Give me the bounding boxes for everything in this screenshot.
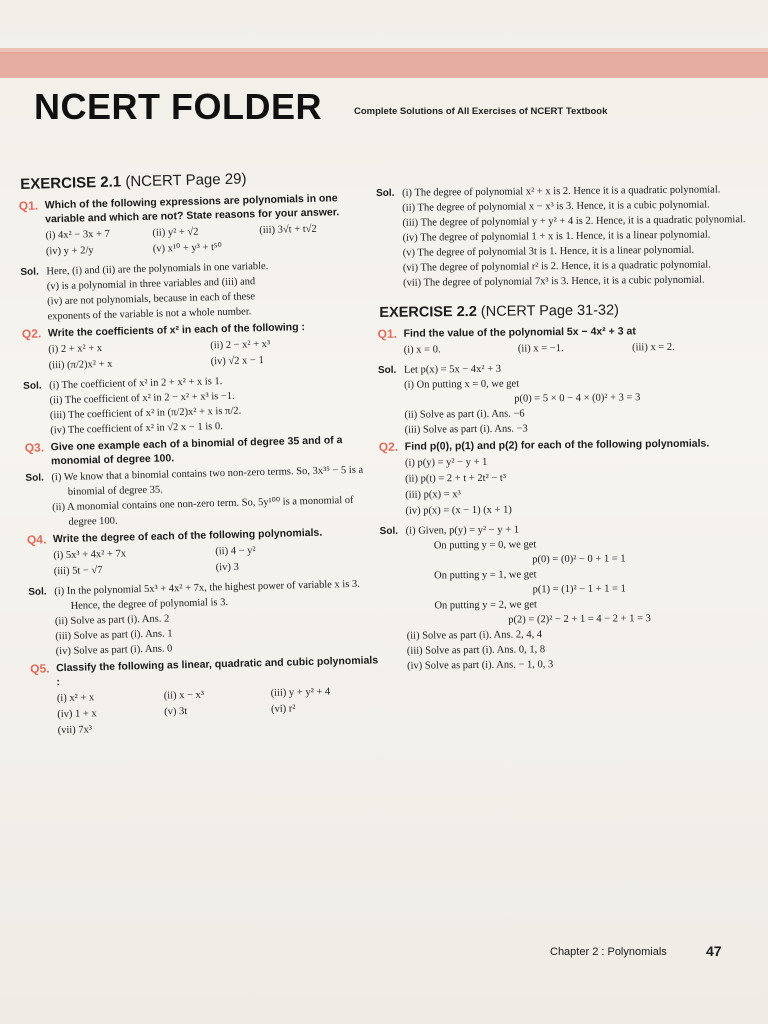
tagline: Complete Solutions of All Exercises of NCERT Textbook bbox=[354, 106, 608, 117]
header-band bbox=[0, 52, 768, 78]
ex2-question-1-options: (i) x = 0. (ii) x = −1. (iii) x = 2. bbox=[403, 341, 675, 356]
ex2-question-2-options: (i) p(y) = y² − y + 1 (ii) p(t) = 2 + t + 2t² − t³ (iii) p(x) = x³ (iv) p(x) = (x − 1) (x + 1) bbox=[404, 456, 512, 517]
exercise-heading-2-2: EXERCISE 2.2 (NCERT Page 31-32) bbox=[379, 302, 620, 321]
left-column bbox=[18, 163, 382, 743]
right-column bbox=[376, 180, 753, 676]
solution-5: Sol. (i) The degree of polynomial x² + x is 2. Hence it is a quadratic polynomial. (ii) The degree of polynomial x − x³ is 3. Hence, it is a cubic polynomial. (iii) The degree of polynomial y + y² + 4 is 2. Hence, it is a quadratic polynomial. (iv) The degree of polynomial 1 + x is 1. Hence, it is a linear polynomial. (v) The degree of polynomial 3t is 1. Hence, it is a linear polynomial. (vi) The degree of polynomial r² is 2. Hence, it is a quadratic polynomial. (vii) The degree of polynomial 7x³ is 3. Hence, it is a cubic polynomial. bbox=[376, 184, 746, 289]
exercise-heading-2-1: EXERCISE 2.1 (NCERT Page 29) bbox=[20, 170, 247, 193]
question-5-options: (i) x² + x (ii) x − x³ (iii) y + y² + 4 (iv) 1 + x (v) 3t (vi) r² (vii) 7x³ bbox=[56, 686, 331, 737]
question-2-options: (i) 2 + x² + x (ii) 2 − x² + x³ (iii) (π/2)x² + x (iv) √2 x − 1 bbox=[48, 338, 271, 372]
question-3: Q3. Give one example each of a binomial of degree 35 and of a monomial of degree 100. bbox=[24, 434, 343, 468]
question-5: Q5. Classify the following as linear, quadratic and cubic polynomials : bbox=[29, 654, 379, 689]
ex2-question-2: Q2. Find p(0), p(1) and p(2) for each of the following polynomials. bbox=[378, 437, 710, 454]
solution-1: Sol. Here, (i) and (ii) are the polynomials in one variable. (v) is a polynomial in three variables and (iii) and (iv) are not polynomials, because in each of these exponents of the variable is not a whole number. bbox=[20, 260, 269, 323]
question-1-options: (i) 4x² − 3x + 7 (ii) y² + √2 (iii) 3√t + t√2 (iv) y + 2/y (v) x¹⁰ + y³ + t⁵⁰ bbox=[45, 223, 317, 258]
question-4-options: (i) 5x³ + 4x² + 7x (ii) 4 − y² (iii) 5t − √7 (iv) 3 bbox=[53, 545, 256, 578]
brand-title: NCERT FOLDER bbox=[34, 86, 322, 127]
ex2-solution-1: Sol. Let p(x) = 5x − 4x² + 3 (i) On putting x = 0, we get p(0) = 5 × 0 − 4 × (0)² + 3 = 3 (ii) Solve as part (i). Ans. −6 (iii) Solve as part (i). Ans. −3 bbox=[377, 363, 641, 436]
question-4: Q4. Write the degree of each of the following polynomials. bbox=[26, 526, 323, 547]
chapter-footer: Chapter 2 : Polynomials bbox=[550, 946, 667, 958]
solution-4: Sol. (i) In the polynomial 5x³ + 4x² + 7x, the highest power of variable x is 3. Hence, the degree of polynomial is 3. (ii) Solve as part (i). Ans. 2 (iii) Solve as part (i). Ans. 1 (iv) Solve as part (i). Ans. 0 bbox=[28, 578, 360, 658]
solution-2: Sol. (i) The coefficient of x² in 2 + x² + x is 1. (ii) The coefficient of x² in 2 − x² + x³ is −1. (iii) The coefficient of x² in (π/2)x² + x is π/2. (iv) The coefficient of x² in √2 x − 1 is 0. bbox=[23, 376, 242, 437]
question-2: Q2. Write the coefficients of x² in each of the following : bbox=[21, 321, 306, 341]
ex2-solution-2: Sol. (i) Given, p(y) = y² − y + 1 On putting y = 0, we get p(0) = (0)² − 0 + 1 = 1 On putting y = 1, we get p(1) = (1)² − 1 + 1 = 1 On putting y = 2, we get p(2) = (2)² − 2 + 1 = 4 − 2 + 1 = 3 (ii) Solve as part (i). Ans. 2, 4, 4 (iii) Solve as part (i). Ans. 0, 1, 8 (iv) Solve as part (i). Ans. − 1, 0, 3 bbox=[379, 524, 651, 672]
solution-3: Sol. (i) We know that a binomial contains two non-zero terms. So, 3x³⁵ − 5 is a binomial of degree 35. (ii) A monomial contains one non-zero term. So, 5y¹⁰⁰ is a monomial of degree 100. bbox=[25, 464, 364, 528]
page-number: 47 bbox=[706, 943, 722, 959]
ex2-question-1: Q1. Find the value of the polynomial 5x − 4x² + 3 at bbox=[377, 325, 636, 341]
page-header bbox=[34, 86, 754, 136]
question-1: Q1. Which of the following expressions are polynomials in one variable and which are not? State reasons for your answer. bbox=[18, 192, 340, 226]
